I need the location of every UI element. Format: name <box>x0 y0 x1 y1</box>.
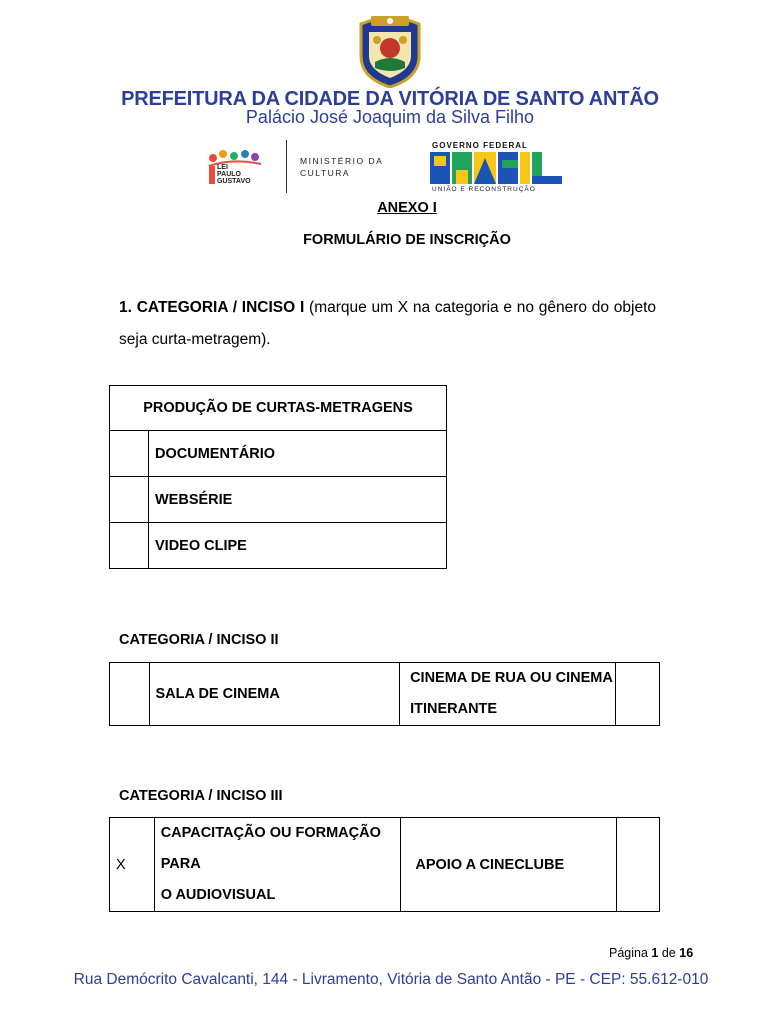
cinema-rua-label <box>400 663 615 726</box>
city-crest-logo <box>357 10 423 88</box>
table-header-row <box>110 386 447 431</box>
section1-paragraph <box>119 292 656 356</box>
capacitacao-line1: CAPACITAÇÃO OU FORMAÇÃO PARA <box>160 825 381 872</box>
section2-heading: CATEGORIA / INCISO II <box>119 632 279 648</box>
webserie-label: WEBSÉRIE <box>149 477 447 523</box>
section3-heading: CATEGORIA / INCISO III <box>119 788 283 804</box>
table-row <box>110 431 447 477</box>
paulo-word: PAULO <box>217 171 241 178</box>
footer-address: Rua Demócrito Cavalcanti, 144 - Livramento, Vitória de Santo Antão - PE - CEP: 55.612-010 <box>73 971 709 988</box>
table-row <box>110 477 447 523</box>
prefeitura-title: PREFEITURA DA CIDADE DA VITÓRIA DE SANTO ANTÃO <box>121 88 659 110</box>
logo-divider <box>286 140 287 193</box>
webserie-checkbox[interactable] <box>110 477 149 523</box>
curtas-category-table <box>109 385 447 569</box>
videoclipe-checkbox[interactable] <box>110 523 149 569</box>
cineclube-label: APOIO A CINECLUBE <box>401 818 617 912</box>
brasil-logo <box>430 152 562 184</box>
capacitacao-line2: O AUDIOVISUAL <box>160 887 276 903</box>
section1-instruction: (marque um X na categoria e no gênero do objeto seja curta-metragem). <box>119 299 657 348</box>
inciso-ii-table <box>109 662 660 726</box>
uniao-reconstrucao-label: UNIÃO E RECONSTRUÇÃO <box>432 186 536 193</box>
annex-title: ANEXO I <box>377 200 437 216</box>
minc-line2: CULTURA <box>300 168 351 178</box>
documentario-label: DOCUMENTÁRIO <box>149 431 447 477</box>
page-label: Página <box>609 946 648 960</box>
form-title: FORMULÁRIO DE INSCRIÇÃO <box>303 232 511 248</box>
sala-cinema-label: SALA DE CINEMA <box>149 663 400 726</box>
page-of: de <box>661 946 676 960</box>
videoclipe-label: VIDEO CLIPE <box>149 523 447 569</box>
sala-cinema-checkbox[interactable] <box>110 663 150 726</box>
table-row <box>110 663 660 726</box>
ministerio-cultura-logo <box>300 155 383 179</box>
page-current: 1 <box>651 946 659 960</box>
lei-paulo-gustavo-text <box>217 164 251 185</box>
minc-line1: MINISTÉRIO DA <box>300 156 384 166</box>
cinema-rua-line1: CINEMA DE RUA OU CINEMA <box>410 670 613 686</box>
table-row <box>110 523 447 569</box>
lei-word: LEI <box>217 164 228 171</box>
section1-label: CATEGORIA / INCISO I <box>136 299 305 316</box>
table-row <box>110 818 660 912</box>
palace-subtitle: Palácio José Joaquim da Silva Filho <box>245 107 535 127</box>
capacitacao-label <box>154 818 401 912</box>
documentario-checkbox[interactable] <box>110 431 149 477</box>
page-number <box>609 946 693 960</box>
inciso-iii-table <box>109 817 660 912</box>
gustavo-word: GUSTAVO <box>217 178 251 185</box>
cinema-rua-line2: ITINERANTE <box>410 701 498 717</box>
cinema-rua-checkbox[interactable] <box>615 663 659 726</box>
governo-federal-label: GOVERNO FEDERAL <box>432 141 528 150</box>
section1-number: 1. <box>119 299 132 316</box>
page-total: 16 <box>679 946 694 960</box>
curtas-header: PRODUÇÃO DE CURTAS-METRAGENS <box>110 386 447 431</box>
cineclube-checkbox[interactable] <box>616 818 659 912</box>
capacitacao-checkbox[interactable]: X <box>110 818 155 912</box>
